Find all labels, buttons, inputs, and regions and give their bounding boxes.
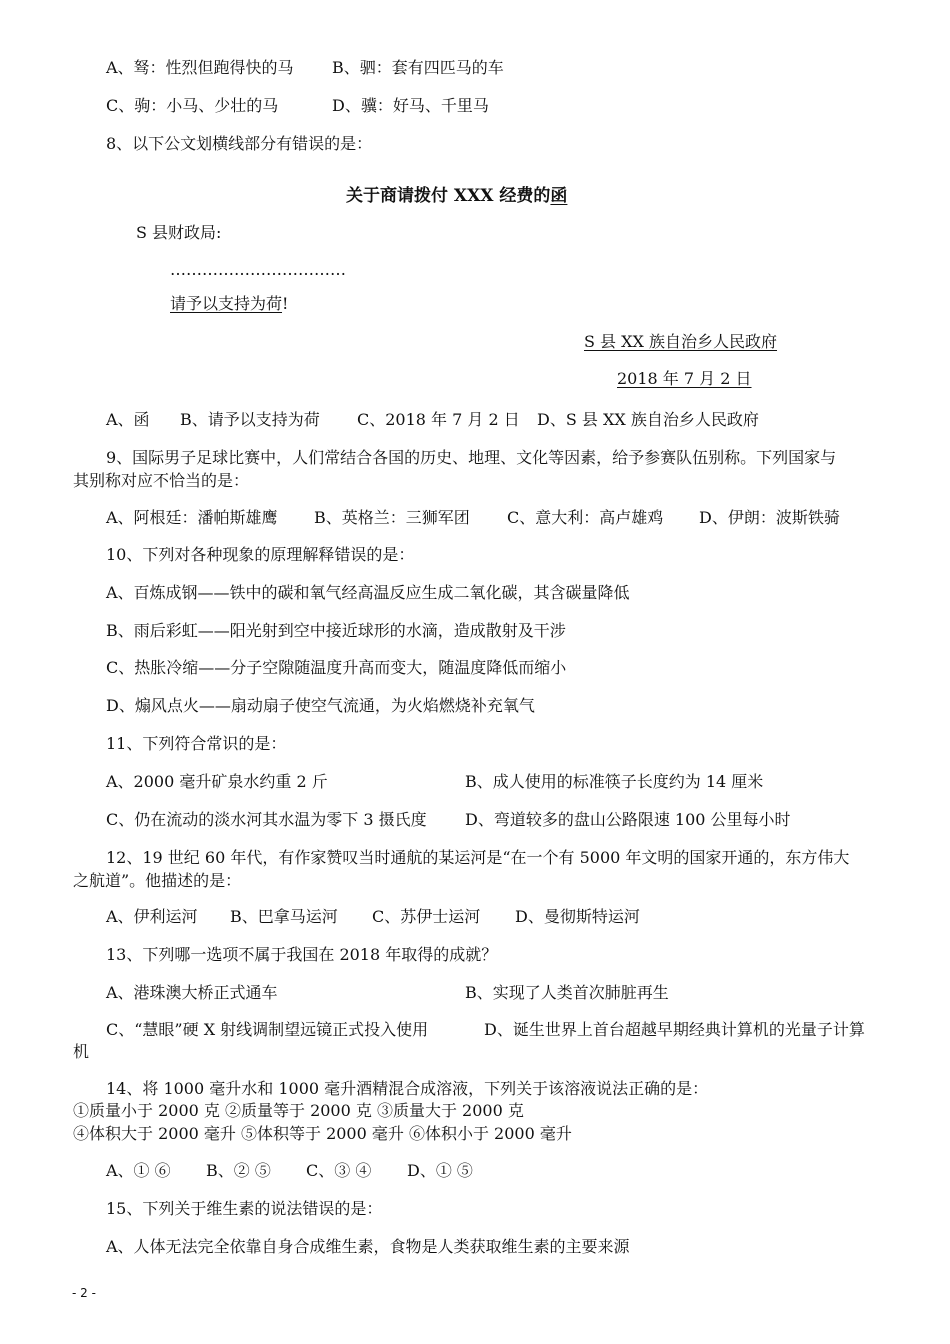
q10-stem: 10、下列对各种现象的原理解释错误的是：	[106, 545, 415, 564]
q9-option-a: A、阿根廷：潘帕斯雄鹰	[106, 508, 278, 527]
q7-row-cd	[106, 96, 489, 116]
q8-option-a: A、函	[106, 410, 150, 429]
q12-stem-line2: 之航道”。他描述的是：	[73, 871, 242, 890]
q12-option-a: A、伊利运河	[106, 907, 198, 926]
q10-option-a: A、百炼成钢——铁中的碳和氧气经高温反应生成二氧化碳，其含碳量降低	[106, 583, 630, 602]
q15-option-a: A、人体无法完全依靠自身合成维生素，食物是人类获取维生素的主要来源	[106, 1237, 630, 1256]
q8-addressee: S 县财政局:	[136, 223, 222, 242]
q8-doc-title-underlined: 函	[550, 186, 568, 206]
q14-options	[106, 1161, 473, 1181]
q8-option-c: C、2018 年 7 月 2 日	[357, 410, 520, 429]
q13-option-d-line2: 机	[73, 1042, 90, 1061]
q9-option-d: D、伊朗：波斯铁骑	[699, 508, 840, 527]
q14-items-line1: ①质量小于 2000 克 ②质量等于 2000 克 ③质量大于 2000 克	[73, 1101, 524, 1120]
q7-row-ab	[106, 58, 504, 78]
q7-option-c: C、驹：小马、少壮的马	[106, 96, 279, 115]
q12-stem-line1: 12、19 世纪 60 年代，有作家赞叹当时通航的某运河是“在一个有 5000 年文明的国家开通的，东方伟大	[106, 848, 850, 867]
q7-option-b: B、驷：套有四匹马的车	[332, 58, 504, 77]
q9-option-b: B、英格兰：三狮军团	[314, 508, 470, 527]
q8-stem: 8、以下公文划横线部分有错误的是：	[106, 134, 373, 153]
q14-items-line2: ④体积大于 2000 毫升 ⑤体积等于 2000 毫升 ⑥体积小于 2000 毫升	[73, 1124, 572, 1143]
q8-closing	[170, 294, 288, 314]
page-number: - 2 -	[72, 1286, 96, 1300]
q14-option-b: B、② ⑤	[206, 1161, 271, 1180]
q11-stem: 11、下列符合常识的是：	[106, 734, 287, 753]
q12-options	[106, 907, 640, 927]
q8-closing-mark: !	[282, 294, 289, 313]
q11-option-a: A、2000 毫升矿泉水约重 2 斤	[106, 772, 328, 791]
q8-signer: S 县 XX 族自治乡人民政府	[584, 332, 778, 351]
q9-option-c: C、意大利：高卢雄鸡	[507, 508, 664, 527]
q9-stem-line1: 9、国际男子足球比赛中，人们常结合各国的历史、地理、文化等因素，给予参赛队伍别称。下列国家与	[106, 448, 837, 467]
q11-option-d: D、弯道较多的盘山公路限速 100 公里每小时	[465, 810, 791, 829]
q14-option-c: C、③ ④	[306, 1161, 372, 1180]
q8-closing-underlined: 请予以支持为荷	[170, 294, 283, 313]
q10-option-b: B、雨后彩虹——阳光射到空中接近球形的水滴，造成散射及干涉	[106, 621, 566, 640]
q12-option-c: C、苏伊士运河	[372, 907, 481, 926]
q8-date: 2018 年 7 月 2 日	[617, 369, 752, 388]
q8-option-d: D、S 县 XX 族自治乡人民政府	[537, 410, 759, 429]
q14-stem: 14、将 1000 毫升水和 1000 毫升酒精混合成溶液，下列关于该溶液说法正确的是：	[106, 1079, 709, 1098]
q13-option-b: B、实现了人类首次肺脏再生	[465, 983, 669, 1002]
q9-options	[106, 508, 840, 528]
q8-dots: ……………………………	[170, 260, 346, 279]
q13-option-d-line1: D、诞生世界上首台超越早期经典计算机的光量子计算	[484, 1020, 865, 1039]
q12-option-b: B、巴拿马运河	[230, 907, 338, 926]
q13-option-a: A、港珠澳大桥正式通车	[106, 983, 278, 1002]
q11-option-b: B、成人使用的标准筷子长度约为 14 厘米	[465, 772, 764, 791]
q14-option-d: D、① ⑤	[407, 1161, 473, 1180]
q8-option-b: B、请予以支持为荷	[180, 410, 320, 429]
q8-doc-title	[346, 186, 567, 206]
q8-options	[106, 410, 759, 430]
q8-doc-title-main: 关于商请拨付 XXX 经费的	[346, 186, 551, 206]
q15-stem: 15、下列关于维生素的说法错误的是：	[106, 1199, 383, 1218]
q10-option-d: D、煽风点火——扇动扇子使空气流通，为火焰燃烧补充氧气	[106, 696, 535, 715]
q7-option-a: A、驽：性烈但跑得快的马	[106, 58, 294, 77]
q9-stem-line2: 其别称对应不恰当的是：	[73, 471, 250, 490]
q11-option-c: C、仍在流动的淡水河其水温为零下 3 摄氏度	[106, 810, 427, 829]
q7-option-d: D、骥：好马、千里马	[332, 96, 489, 115]
q10-option-c: C、热胀冷缩——分子空隙随温度升高而变大，随温度降低而缩小	[106, 658, 567, 677]
q14-option-a: A、① ⑥	[106, 1161, 171, 1180]
q13-option-c: C、“慧眼”硬 X 射线调制望远镜正式投入使用	[106, 1020, 429, 1039]
q13-stem: 13、下列哪一选项不属于我国在 2018 年取得的成就？	[106, 945, 498, 964]
q12-option-d: D、曼彻斯特运河	[515, 907, 640, 926]
